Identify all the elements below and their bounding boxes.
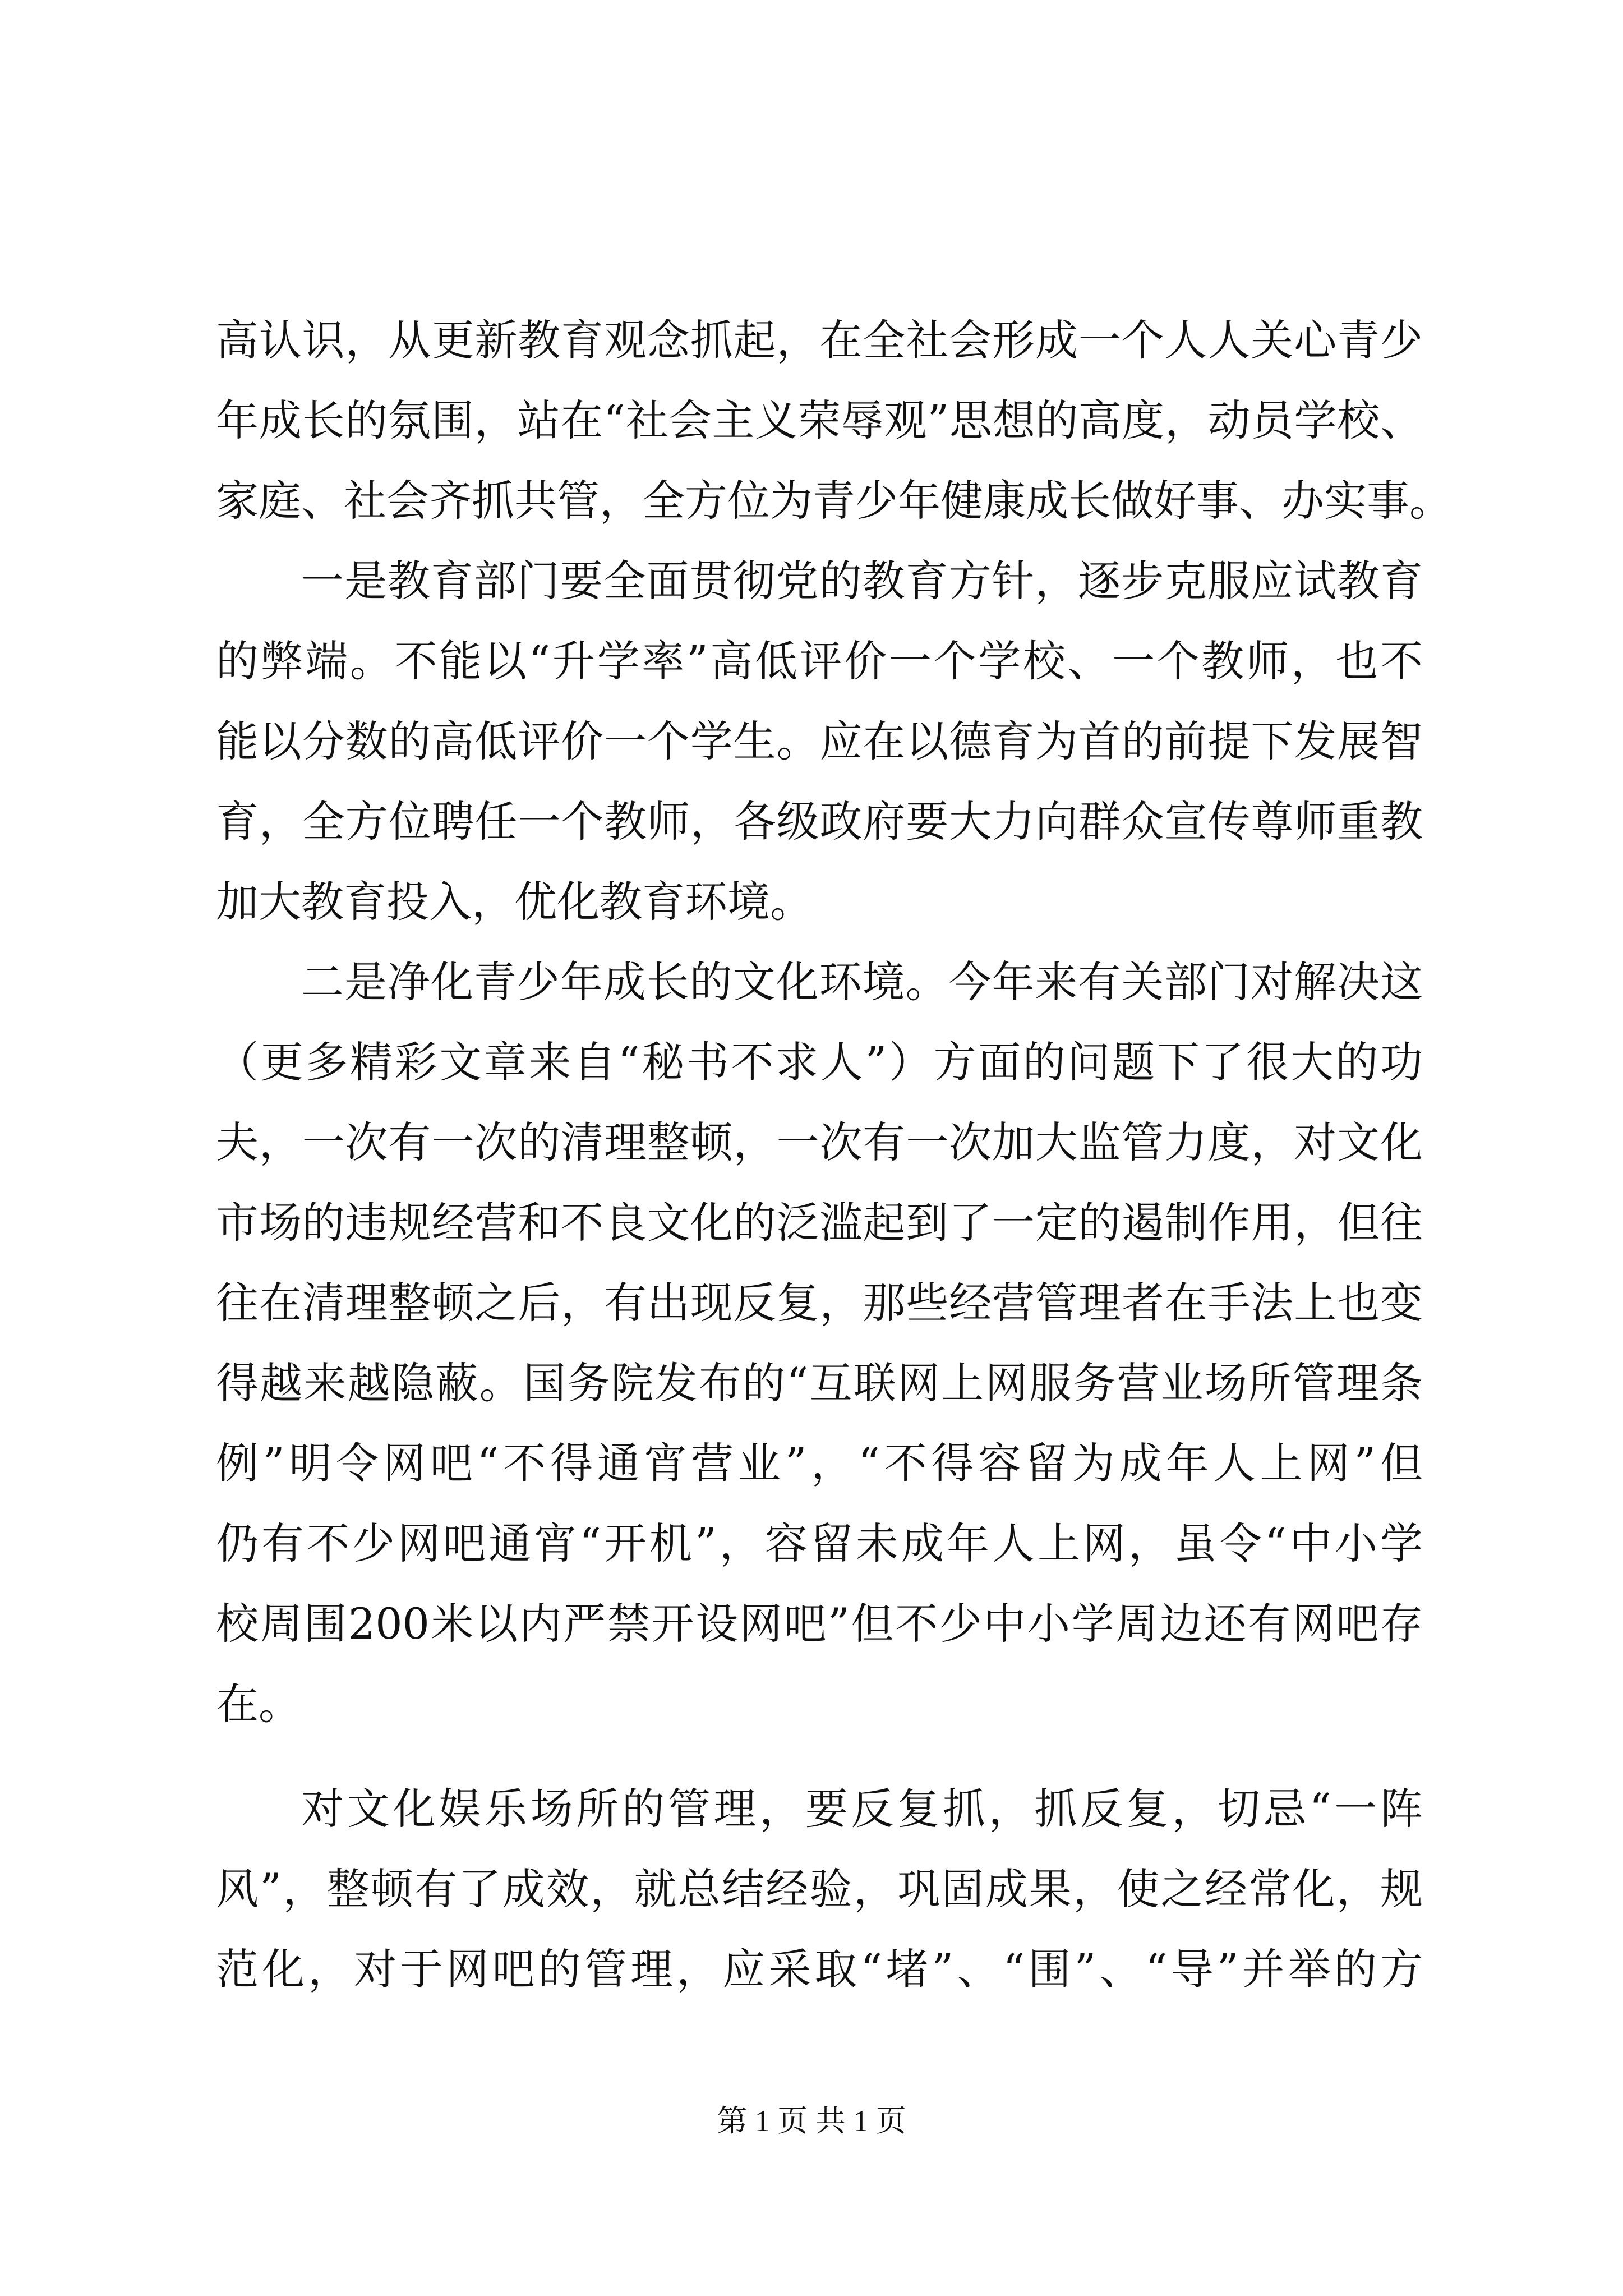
page-footer	[0, 2101, 1623, 2141]
text-line: 仍有不少网吧通宵“开机”，容留未成年人上网，虽令“中小学	[216, 1519, 1423, 1568]
text-line: 校周围200米以内严禁开设网吧”但不少中小学周边还有网吧存	[216, 1599, 1423, 1649]
text-line: 夫，一次有一次的清理整顿，一次有一次加大监管力度，对文化	[216, 1117, 1423, 1167]
text-line: 市场的违规经营和不良文化的泛滥起到了一定的遏制作用，但往	[216, 1198, 1423, 1248]
text-line: 加大教育投入，优化教育环境。	[216, 877, 813, 927]
text-line: 对文化娱乐场所的管理，要反复抓，抓反复，切忌“一阵	[301, 1784, 1423, 1834]
text-line: （更多精彩文章来自“秘书不求人”）方面的问题下了很大的功	[216, 1037, 1423, 1087]
text-line: 例”明令网吧“不得通宵营业”，“不得容留为成年人上网”但	[216, 1438, 1423, 1488]
text-line: 得越来越隐蔽。国务院发布的“互联网上网服务营业场所管理条	[216, 1358, 1423, 1408]
text-line: 的弊端。不能以“升学率”高低评价一个学校、一个教师，也不	[216, 636, 1423, 686]
text-line: 范化，对于网吧的管理，应采取“堵”、“围”、“导”并举的方	[216, 1944, 1423, 1994]
text-line: 年成长的氛围，站在“社会主义荣辱观”思想的高度，动员学校、	[216, 395, 1423, 445]
text-line: 在。	[216, 1679, 301, 1729]
document-body	[216, 300, 1452, 2009]
text-line: 二是净化青少年成长的文化环境。今年来有关部门对解决这	[301, 957, 1423, 1007]
page-number: 第 1 页 共 1 页	[717, 2104, 906, 2138]
text-line: 能以分数的高低评价一个学生。应在以德育为首的前提下发展智	[216, 716, 1423, 766]
text-line: 家庭、社会齐抓共管，全方位为青少年健康成长做好事、办实事。	[216, 476, 1452, 526]
text-line: 往在清理整顿之后，有出现反复，那些经营管理者在手法上也变	[216, 1278, 1423, 1328]
text-line: 高认识，从更新教育观念抓起，在全社会形成一个人人关心青少	[216, 315, 1423, 365]
text-line: 一是教育部门要全面贯彻党的教育方针，逐步克服应试教育	[301, 556, 1423, 606]
text-line: 育，全方位聘任一个教师，各级政府要大力向群众宣传尊师重教	[216, 797, 1423, 846]
text-line: 风”，整顿有了成效，就总结经验，巩固成果，使之经常化，规	[216, 1864, 1423, 1914]
